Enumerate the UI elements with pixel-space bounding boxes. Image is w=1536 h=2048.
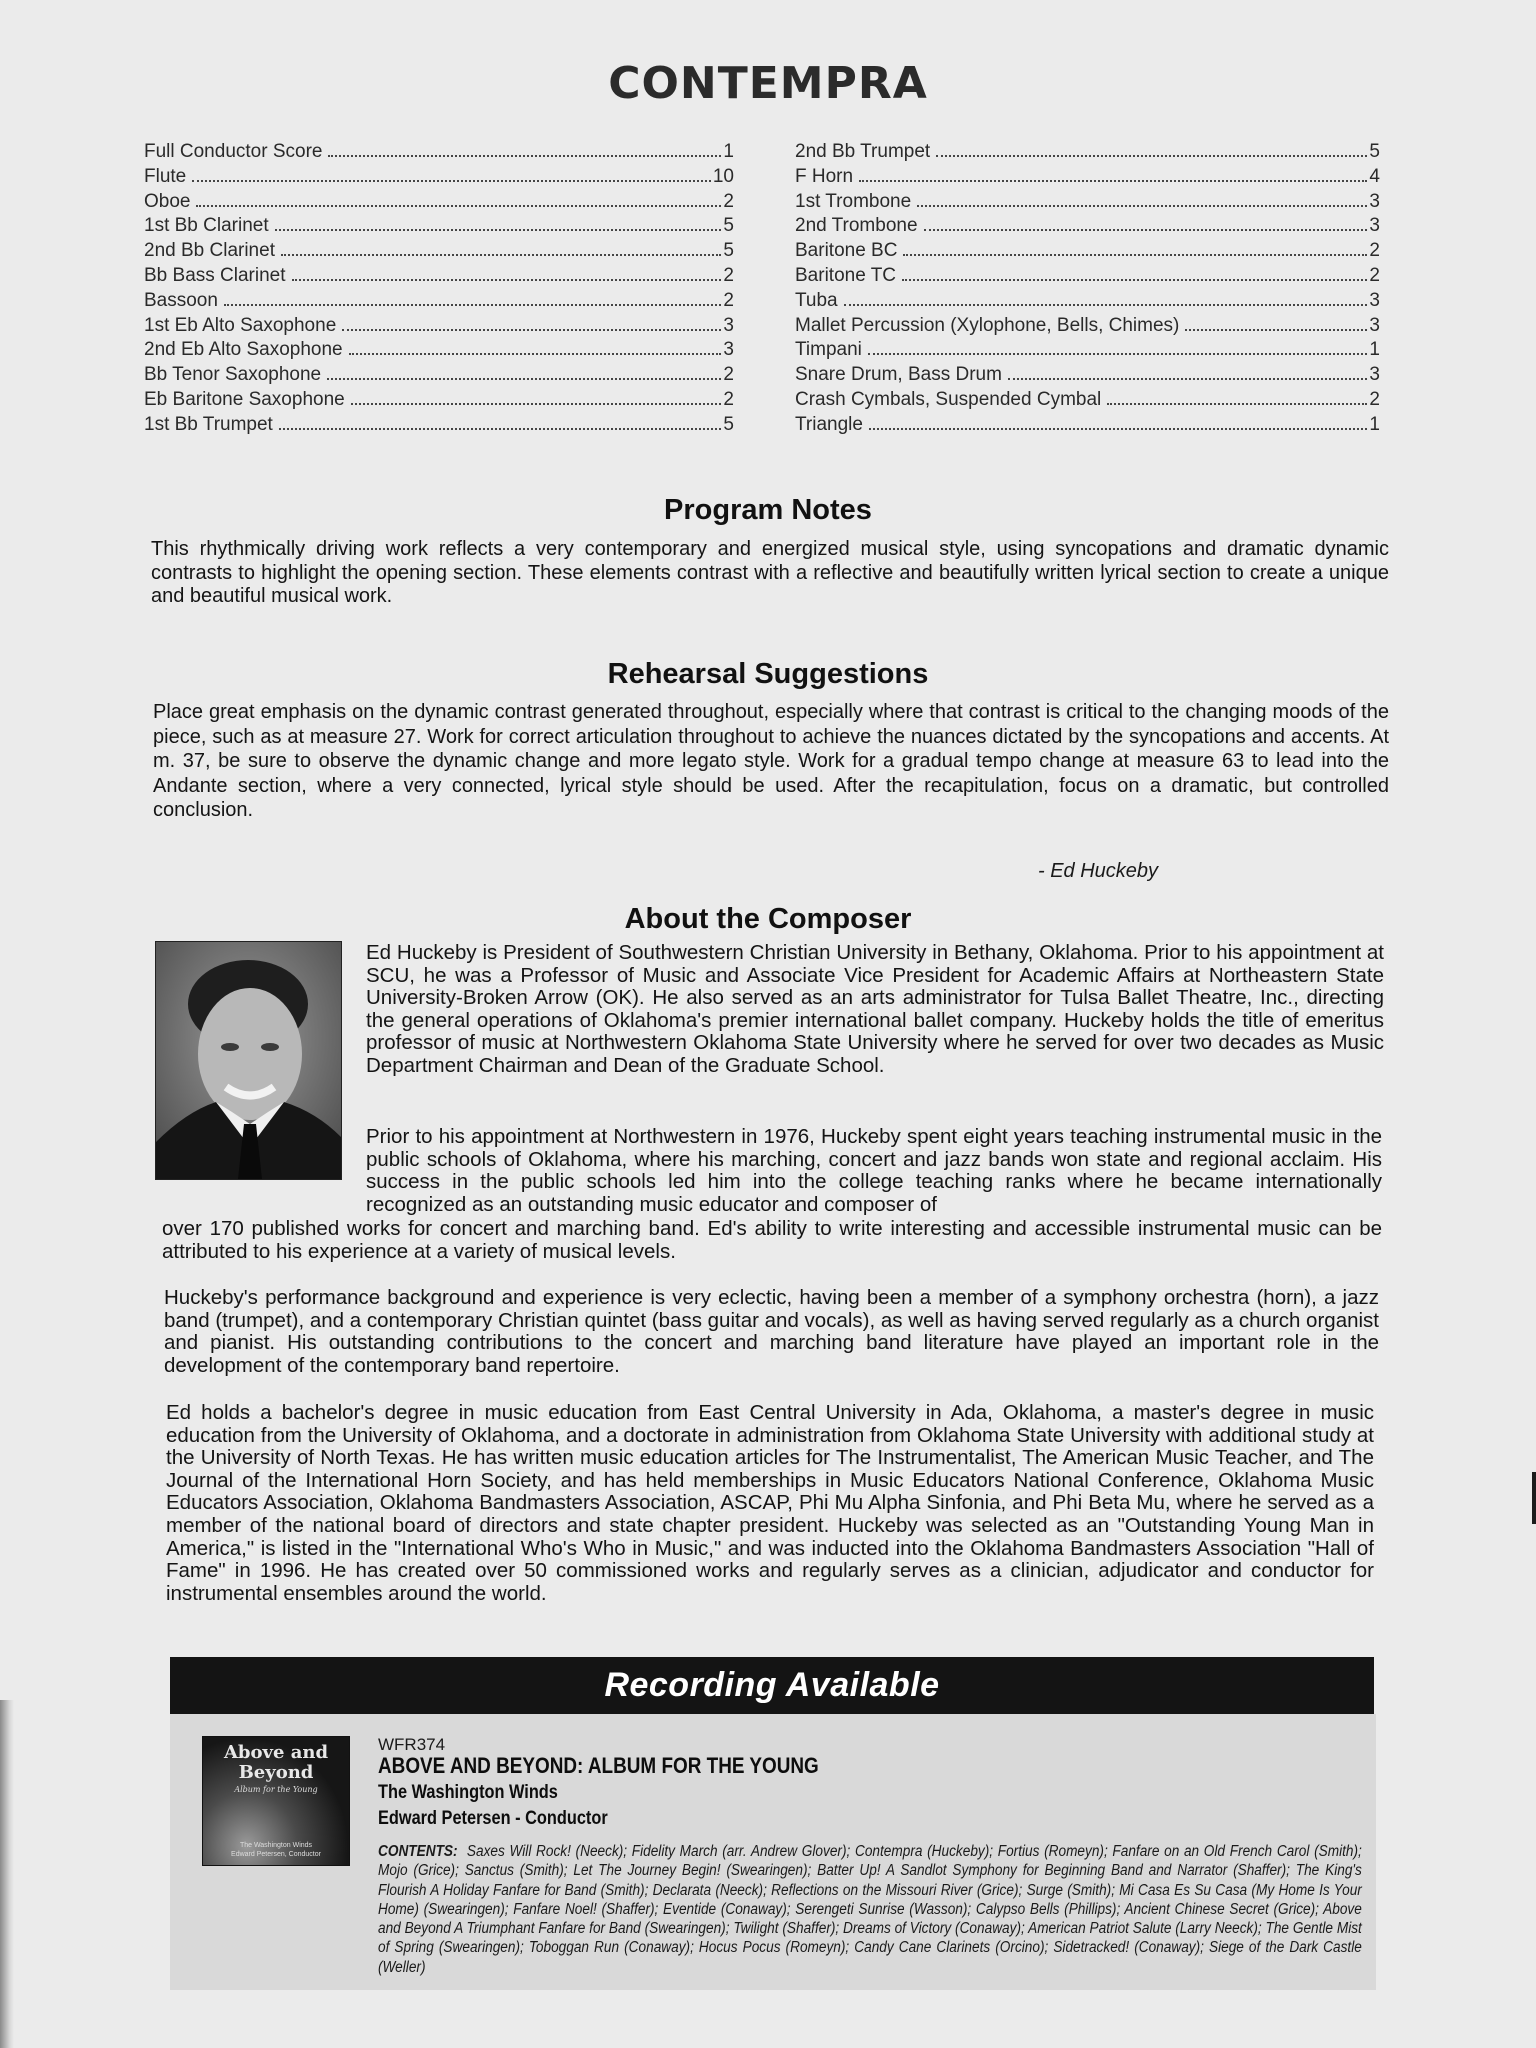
instrument-quantity: 3 [723, 339, 734, 361]
instrument-name: Full Conductor Score [144, 141, 323, 162]
instrument-name: Oboe [144, 190, 191, 212]
leader-dots [275, 228, 722, 231]
rehearsal-suggestions-heading: Rehearsal Suggestions [607, 658, 929, 690]
instrument-name: 2nd Bb Clarinet [144, 240, 275, 262]
instrument-name: Bb Bass Clarinet [144, 264, 286, 286]
composer-portrait-image [156, 942, 341, 1179]
instrument-name: Tuba [795, 289, 838, 311]
instrument-name: Bassoon [144, 289, 218, 311]
instrument-quantity: 4 [1369, 165, 1380, 187]
catalog-number: WFR374 [378, 1735, 446, 1754]
instrument-quantity: 10 [712, 165, 734, 187]
album-cover-credits [203, 1841, 349, 1859]
leader-dots [351, 402, 722, 405]
leader-dots [1107, 402, 1367, 405]
instrument-quantity: 3 [1369, 215, 1380, 237]
instrument-quantity: 3 [1369, 314, 1380, 336]
album-cover-image [202, 1736, 350, 1866]
ensemble-name: The Washington Winds [378, 1782, 558, 1803]
instrument-quantity: 2 [1369, 388, 1380, 410]
instrument-row [144, 165, 734, 190]
instrument-name: 2nd Eb Alto Saxophone [144, 339, 343, 361]
instrument-quantity: 3 [1369, 190, 1380, 212]
composer-bio-paragraph-1: Ed Huckeby is President of Southwestern Christian University in Bethany, Oklahoma. Prior to his appointment at SCU, he was a Professor of Music and Associate Vice President for Academic Affairs at Northeastern State University-Broken Arrow (OK). He also served as an arts administrator for Tulsa Ballet Theatre, Inc., directing the general operations of Oklahoma's premier international ballet company. Huckeby holds the title of emeritus professor of music at Northwestern Oklahoma State University where he served for over two decades as Music Department Chairman and Dean of the Graduate School. [366, 941, 1384, 1077]
instrument-row [795, 388, 1380, 413]
leader-dots [924, 228, 1368, 231]
signature: - Ed Huckeby [1038, 860, 1159, 882]
leader-dots [279, 427, 722, 430]
leader-dots [917, 204, 1367, 207]
album-cover-title [203, 1743, 349, 1783]
leader-dots [903, 253, 1367, 256]
instrument-row [144, 314, 734, 339]
instrument-quantity: 1 [723, 141, 734, 162]
instrument-quantity: 2 [723, 289, 734, 311]
leader-dots [1185, 328, 1367, 331]
instrument-row [144, 363, 734, 388]
instrument-row [144, 214, 734, 239]
instrument-row [144, 239, 734, 264]
instrument-quantity: 5 [723, 413, 734, 435]
composer-bio-paragraph-2-continued: over 170 published works for concert and marching band. Ed's ability to write interesting and accessible instrumental music can be attributed to his experience at a variety of musical levels. [162, 1217, 1382, 1263]
instrument-row [795, 413, 1380, 438]
program-notes-heading: Program Notes [664, 494, 872, 526]
leader-dots [902, 278, 1367, 281]
instrument-name: 1st Bb Trumpet [144, 413, 273, 435]
instrument-quantity: 2 [723, 264, 734, 286]
recording-available-banner: Recording Available [170, 1657, 1374, 1714]
instrument-row [795, 165, 1380, 190]
instrument-name: 1st Eb Alto Saxophone [144, 314, 337, 336]
instrument-row [795, 314, 1380, 339]
instrument-quantity: 2 [723, 364, 734, 386]
instrument-row [144, 413, 734, 438]
instrument-row [144, 388, 734, 413]
leader-dots [859, 179, 1367, 182]
leader-dots [868, 352, 1368, 355]
program-notes-text: This rhythmically driving work reflects a very contemporary and energized musical style, using syncopations and dramatic dynamic contrasts to highlight the opening section. These elements contrast with a reflective and beautifully written lyrical section to create a unique and beautiful musical work. [151, 538, 1389, 607]
instrument-name: Mallet Percussion (Xylophone, Bells, Chimes) [795, 314, 1180, 336]
leader-dots [1008, 377, 1367, 380]
album-contents [378, 1842, 1362, 1977]
instrument-name: Timpani [795, 339, 862, 361]
instrument-quantity: 5 [723, 215, 734, 237]
instrument-quantity: 2 [723, 190, 734, 212]
instrument-row [144, 140, 734, 165]
instrument-quantity: 3 [1369, 364, 1380, 386]
instrument-row [144, 338, 734, 363]
instrument-name: 1st Trombone [795, 190, 912, 212]
instrument-name: Snare Drum, Bass Drum [795, 364, 1002, 386]
leader-dots [327, 377, 721, 380]
leader-dots [192, 179, 711, 182]
contents-track-list: Saxes Will Rock! (Neeck); Fidelity March (arr. Andrew Glover); Contempra (Huckeby); Fortius (Romeyn); Fanfare on an Old French Carol (Smith); Mojo (Grice); Sanctus (Smith); Let The Journey Begin! (Swearingen); Batter Up! A Sandlot Symphony for Beginning Band and Narrator (Shaffer); The King's Flourish A Holiday Fanfare for Band (Smith); Declarata (Neeck); Reflections on the Missouri River (Grice); Surge (Smith); Mi Casa Es Su Casa (My Home Is Your Home) (Swearingen); Fanfare Noel! (Shaffer); Eventide (Conaway); Serengeti Sunrise (Wasson); Calypso Bells (Phillips); Ancient Chinese Secret (Grice); Above and Beyond A Triumphant Fanfare for Band (Swearingen); Twilight (Shaffer); Dreams of Victory (Conaway); American Patriot Salute (Larry Neeck); The Gentle Mist of Spring (Swearingen); Toboggan Run (Conaway); Hocus Pocus (Romeyn); Candy Cane Clarinets (Orcino); Sidetracked! (Conaway); Siege of the Dark Castle (Weller) [378, 1843, 1362, 1976]
leader-dots [328, 154, 721, 157]
instrument-row [144, 289, 734, 314]
instrument-name: Baritone BC [795, 240, 898, 262]
composer-bio-paragraph-4: Ed holds a bachelor's degree in music education from East Central University in Ada, Oklahoma, a master's degree in music education from the University of Oklahoma, and a doctorate in administration from Oklahoma State University with additional study at the University of North Texas. He has written music education articles for The Instrumentalist, The American Music Teacher, and The Journal of the International Horn Society, and has held memberships in Music Educators National Conference, Oklahoma Music Educators Association, Oklahoma Bandmasters Association, ASCAP, Phi Mu Alpha Sinfonia, and Phi Beta Mu, where he served as a member of the national board of directors and state chapter president. Huckeby was selected as an "Outstanding Young Man in America," is listed in the "International Who's Who in Music," and was inducted into the Oklahoma Bandmasters Association "Hall of Fame" in 1996. He has created over 50 commissioned works and regularly serves as a clinician, adjudicator and conductor for instrumental ensembles around the world. [166, 1401, 1374, 1605]
instrumentation-list-left [144, 140, 734, 438]
instrument-quantity: 5 [723, 240, 734, 262]
instrument-quantity: 5 [1369, 141, 1380, 162]
instrument-row [795, 338, 1380, 363]
leader-dots [196, 204, 721, 207]
instrument-name: Eb Baritone Saxophone [144, 388, 345, 410]
instrument-quantity: 3 [723, 314, 734, 336]
instrument-row [795, 214, 1380, 239]
about-composer-heading: About the Composer [624, 903, 912, 935]
page-title: CONTEMPRA [608, 58, 928, 109]
composer-bio-paragraph-2: Prior to his appointment at Northwestern in 1976, Huckeby spent eight years teaching instrumental music in the public schools of Oklahoma, where his marching, concert and jazz bands won state and regional acclaim. His success in the public schools led him into the college teaching ranks where he became internationally recognized as an outstanding music educator and composer of [366, 1125, 1382, 1216]
conductor-name: Edward Petersen - Conductor [378, 1808, 608, 1829]
instrument-row [144, 190, 734, 215]
leader-dots [936, 154, 1367, 157]
instrument-row [795, 289, 1380, 314]
instrument-name: Crash Cymbals, Suspended Cymbal [795, 388, 1102, 410]
instrument-name: 2nd Bb Trumpet [795, 141, 931, 162]
instrument-row [795, 140, 1380, 165]
instrument-name: Baritone TC [795, 264, 897, 286]
instrument-row [795, 239, 1380, 264]
instrument-name: 2nd Trombone [795, 215, 918, 237]
instrument-name: Bb Tenor Saxophone [144, 364, 322, 386]
leader-dots [869, 427, 1367, 430]
instrument-name: Flute [144, 165, 187, 187]
instrument-row [795, 264, 1380, 289]
instrument-quantity: 2 [1369, 264, 1380, 286]
leader-dots [224, 303, 721, 306]
page-edge-shadow [0, 1700, 14, 2048]
instrument-quantity: 2 [1369, 240, 1380, 262]
instrument-quantity: 2 [723, 388, 734, 410]
instrumentation-list-right [795, 140, 1380, 438]
instrument-row [795, 363, 1380, 388]
album-cover-ensemble: The Washington Winds [239, 1842, 313, 1849]
album-cover-subtitle: Album for the Young [234, 1785, 318, 1794]
instrument-row [795, 190, 1380, 215]
leader-dots [281, 253, 721, 256]
leader-dots [292, 278, 722, 281]
album-title: ABOVE AND BEYOND: ALBUM FOR THE YOUNG [378, 1753, 819, 1778]
instrument-name: F Horn [795, 165, 854, 187]
album-cover-title-line-1: Above and [223, 1742, 329, 1763]
leader-dots [342, 328, 721, 331]
composer-bio-paragraph-3: Huckeby's performance background and experience is very eclectic, having been a member of a symphony orchestra (horn), a jazz band (trumpet), and a contemporary Christian quintet (bass guitar and vocals), as well as having served regularly as a church organist and pianist. His outstanding contributions to the concert and marching band literature have played an important role in the development of the contemporary band repertoire. [164, 1286, 1379, 1377]
page-edge-tab [1532, 1472, 1536, 1524]
instrument-quantity: 3 [1369, 289, 1380, 311]
album-cover-conductor: Edward Petersen, Conductor [231, 1851, 321, 1858]
instrument-quantity: 1 [1369, 339, 1380, 361]
instrument-name: Triangle [795, 413, 863, 435]
instrument-name: 1st Bb Clarinet [144, 215, 269, 237]
rehearsal-suggestions-text: Place great emphasis on the dynamic contrast generated throughout, especially where that contrast is critical to the changing moods of the piece, such as at measure 27. Work for correct articulation throughout to achieve the nuances dictated by the syncopations and accents. At m. 37, be sure to observe the dynamic change and more legato style. Work for a gradual tempo change at measure 63 to lead into the Andante section, where a very connected, lyrical style should be used. After the recapitulation, focus on a dramatic, but controlled conclusion. [153, 701, 1389, 821]
instrument-quantity: 1 [1369, 413, 1380, 435]
instrument-row [144, 264, 734, 289]
leader-dots [844, 303, 1368, 306]
composer-photo [155, 941, 342, 1180]
contents-label: CONTENTS: [378, 1843, 458, 1860]
album-cover-title-line-2: Beyond [238, 1762, 314, 1783]
leader-dots [349, 352, 722, 355]
